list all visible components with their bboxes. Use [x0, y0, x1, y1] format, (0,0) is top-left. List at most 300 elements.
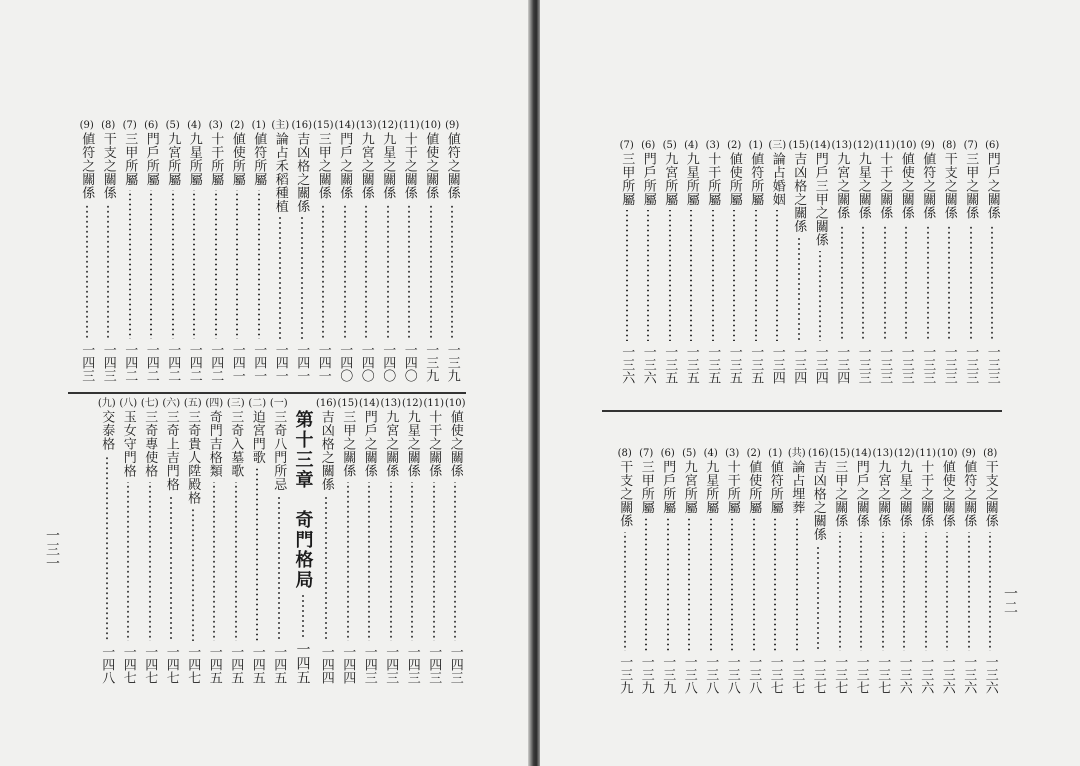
entry-page: 一三六 — [961, 655, 977, 694]
leader-dots — [325, 495, 327, 641]
entry-title: 値使所屬 — [726, 152, 742, 206]
toc-entry — [614, 448, 636, 694]
entry-number: (10) — [444, 398, 466, 409]
chapter-heading — [290, 398, 316, 684]
entry-number: (15) — [829, 448, 851, 459]
entry-number: (9) — [79, 120, 94, 131]
toc-entry — [765, 448, 787, 694]
toc-entry — [700, 448, 722, 694]
toc-entry — [445, 398, 467, 684]
toc-entry — [616, 140, 638, 384]
entry-title: 値使所屬 — [746, 460, 762, 514]
divider-rule — [68, 392, 466, 394]
entry-number: (11) — [874, 140, 896, 151]
entry-title: 十干之關係 — [426, 410, 442, 478]
toc-entry — [270, 120, 292, 382]
toc-entry — [313, 120, 335, 382]
toc-entry — [851, 448, 873, 694]
leader-dots — [669, 210, 671, 341]
entry-title: 九宮之關係 — [383, 410, 399, 478]
toc-entry — [204, 398, 226, 684]
entry-title: 値符所屬 — [748, 152, 764, 206]
entry-page: 一四三 — [361, 645, 377, 684]
toc-entry — [227, 120, 249, 382]
entry-number: (13) — [872, 448, 894, 459]
entry-page: 一三三 — [855, 345, 871, 384]
toc-entry — [119, 120, 141, 382]
leader-dots — [710, 518, 712, 651]
leader-dots — [129, 190, 131, 339]
entry-number: (4) — [684, 140, 699, 151]
entry-title: 九星所屬 — [703, 460, 719, 514]
entry-title: 九宮之關係 — [834, 152, 850, 220]
entry-number: (3) — [725, 448, 740, 459]
leader-dots — [968, 532, 970, 652]
right-page — [540, 0, 1080, 766]
entry-number: (七) — [140, 398, 159, 409]
entry-number: (8) — [101, 120, 116, 131]
entry-title: 三奇貴人陞殿格 — [185, 410, 201, 505]
toc-entry — [638, 140, 660, 384]
leader-dots — [991, 224, 993, 342]
entry-number: (15) — [788, 140, 810, 151]
leader-dots — [365, 204, 367, 340]
toc-entry — [980, 448, 1002, 694]
entry-number: (五) — [183, 398, 202, 409]
toc-entry — [139, 398, 161, 684]
toc-entry — [96, 398, 118, 684]
entry-title: 迫宮門歌 — [249, 410, 265, 464]
leader-dots — [192, 509, 194, 642]
entry-page: 一三四 — [791, 345, 807, 384]
leader-dots — [688, 518, 690, 651]
entry-title: 九星之關係 — [896, 460, 912, 528]
entry-title: 十干之關係 — [401, 132, 417, 200]
toc-entry — [724, 140, 746, 384]
entry-title: 吉凶格之關係 — [318, 410, 334, 491]
leader-dots — [903, 532, 905, 652]
leader-dots — [172, 190, 174, 339]
leader-dots — [755, 210, 757, 341]
entry-number: (9) — [920, 140, 935, 151]
entry-title: 九星所屬 — [186, 132, 202, 186]
toc-entry — [161, 398, 183, 684]
leader-dots — [411, 482, 413, 642]
entry-title: 門戶所屬 — [660, 460, 676, 514]
toc-entry — [76, 120, 98, 382]
entry-page: 一四〇 — [337, 343, 353, 382]
toc-entry — [917, 140, 939, 384]
entry-number: (6) — [144, 120, 159, 131]
toc-entry — [247, 398, 269, 684]
entry-title: 三奇上吉門格 — [163, 410, 179, 491]
entry-page: 一四一 — [251, 343, 267, 382]
entry-page: 一四五 — [294, 642, 311, 684]
toc-entry — [359, 398, 381, 684]
entry-title: 値符之關係 — [444, 132, 460, 200]
entry-title: 九星之關係 — [404, 410, 420, 478]
toc-entry — [399, 120, 421, 382]
entry-number: (6) — [641, 140, 656, 151]
toc-block-right-top — [610, 140, 1003, 384]
entry-page: 一四一 — [294, 343, 310, 382]
toc-entry — [334, 120, 356, 382]
entry-number: (13) — [380, 398, 402, 409]
toc-entry — [722, 448, 744, 694]
leader-dots — [667, 518, 669, 651]
entry-number: (四) — [205, 398, 224, 409]
toc-entry — [915, 448, 937, 694]
toc-entry — [743, 448, 765, 694]
toc-entry — [657, 448, 679, 694]
leader-dots — [433, 482, 435, 642]
leader-dots — [731, 518, 733, 651]
leader-dots — [344, 204, 346, 340]
entry-title: 吉凶格之關係 — [810, 460, 826, 541]
entry-page: 一四一 — [315, 343, 331, 382]
toc-entry — [184, 120, 206, 382]
entry-number: (7) — [619, 140, 634, 151]
toc-block-left-top — [68, 120, 463, 382]
entry-number: (8) — [942, 140, 957, 151]
entry-page: 一四一 — [229, 343, 245, 382]
entry-title: 三甲所屬 — [638, 460, 654, 514]
entry-title: 十干所屬 — [705, 152, 721, 206]
entry-number: (9) — [961, 448, 976, 459]
entry-page: 一四七 — [163, 645, 179, 684]
toc-entry — [377, 120, 399, 382]
toc-entry — [810, 140, 832, 384]
entry-number: (15) — [312, 120, 334, 131]
entry-page: 一四二 — [122, 343, 138, 382]
leader-dots — [776, 210, 778, 341]
toc-entry — [896, 140, 918, 384]
entry-title: 三甲所屬 — [122, 132, 138, 186]
entry-title: 値使之關係 — [423, 132, 439, 200]
entry-page: 一三三 — [920, 345, 936, 384]
leader-dots — [647, 210, 649, 341]
entry-title: 値使之關係 — [447, 410, 463, 478]
entry-page: 一三九 — [617, 655, 633, 694]
entry-page: 一四五 — [206, 645, 222, 684]
entry-title: 三甲之關係 — [340, 410, 356, 478]
toc-entry — [788, 140, 810, 384]
leader-dots — [839, 532, 841, 652]
entry-page: 一三四 — [834, 345, 850, 384]
toc-entry — [423, 398, 445, 684]
leader-dots — [193, 190, 195, 339]
entry-page: 一四三 — [79, 343, 95, 382]
leader-dots — [819, 251, 821, 342]
entry-title: 三甲之關係 — [963, 152, 979, 220]
toc-entry — [939, 140, 961, 384]
leader-dots — [279, 217, 281, 339]
toc-entry — [402, 398, 424, 684]
entry-title: 論占埋葬 — [789, 460, 805, 514]
leader-dots — [322, 204, 324, 340]
entry-number: (六) — [162, 398, 181, 409]
toc-entry — [141, 120, 163, 382]
toc-entry — [380, 398, 402, 684]
entry-title: 門戶三甲之關係 — [812, 152, 828, 247]
entry-title: 九星所屬 — [683, 152, 699, 206]
entry-page: 一三三 — [984, 345, 1000, 384]
leader-dots — [368, 482, 370, 642]
entry-number: (14) — [850, 448, 872, 459]
toc-entry — [767, 140, 789, 384]
leader-dots — [733, 210, 735, 341]
entry-title: 奇門吉格類 — [206, 410, 222, 478]
entry-number: (10) — [420, 120, 442, 131]
entry-title: 値符之關係 — [79, 132, 95, 200]
entry-title: 値符所屬 — [767, 460, 783, 514]
entry-number: (4) — [703, 448, 718, 459]
leader-dots — [970, 224, 972, 342]
toc-entry — [937, 448, 959, 694]
entry-title: 十干所屬 — [724, 460, 740, 514]
toc-entry — [982, 140, 1004, 384]
entry-number: (6) — [660, 448, 675, 459]
entry-title: 門戶之關係 — [361, 410, 377, 478]
entry-title: 干支之關係 — [100, 132, 116, 200]
entry-page: 一四二 — [186, 343, 202, 382]
entry-page: 一三六 — [939, 655, 955, 694]
entry-page: 一四四 — [340, 645, 356, 684]
entry-number: (7) — [122, 120, 137, 131]
leader-dots — [882, 532, 884, 652]
leader-dots — [390, 482, 392, 642]
entry-number: (9) — [445, 120, 460, 131]
leader-dots — [948, 224, 950, 342]
toc-entry — [874, 140, 896, 384]
leader-dots — [712, 210, 714, 341]
entry-number: (16) — [291, 120, 313, 131]
entry-page: 一三五 — [748, 345, 764, 384]
leader-dots — [451, 204, 453, 340]
leader-dots — [301, 217, 303, 339]
entry-number: (2) — [230, 120, 245, 131]
leader-dots — [107, 204, 109, 340]
entry-title: 三奇入墓歌 — [228, 410, 244, 478]
entry-page: 一三四 — [812, 345, 828, 384]
toc-entry — [808, 448, 830, 694]
entry-page: 一四二 — [165, 343, 181, 382]
leader-dots — [796, 518, 798, 651]
entry-number: (三) — [768, 140, 787, 151]
entry-title: 門戶之關係 — [984, 152, 1000, 220]
entry-number: (7) — [639, 448, 654, 459]
entry-page: 一四〇 — [380, 343, 396, 382]
entry-page: 一三七 — [832, 655, 848, 694]
entry-page: 一三五 — [662, 345, 678, 384]
leader-dots — [278, 495, 280, 641]
toc-block-left-bottom — [66, 398, 466, 684]
entry-number: (7) — [963, 140, 978, 151]
leader-dots — [106, 455, 108, 642]
leader-dots — [387, 204, 389, 340]
leader-dots — [258, 190, 260, 339]
leader-dots — [860, 532, 862, 652]
entry-number: (二) — [248, 398, 267, 409]
entry-page: 一三三 — [963, 345, 979, 384]
toc-entry — [853, 140, 875, 384]
entry-page: 一三七 — [767, 655, 783, 694]
entry-page: 一四八 — [99, 645, 115, 684]
entry-page: 一三八 — [746, 655, 762, 694]
entry-number: (13) — [355, 120, 377, 131]
leader-dots — [989, 532, 991, 652]
toc-entry — [679, 448, 701, 694]
entry-title: 門戶之關係 — [337, 132, 353, 200]
entry-number: (11) — [423, 398, 445, 409]
entry-page: 一三八 — [724, 655, 740, 694]
entry-title: 三奇八門所忌 — [271, 410, 287, 491]
entry-title: 十干所屬 — [208, 132, 224, 186]
leader-dots — [430, 204, 432, 340]
toc-entry — [894, 448, 916, 694]
entry-title: 三甲之關係 — [315, 132, 331, 200]
leader-dots — [256, 468, 258, 641]
leader-dots — [624, 532, 626, 652]
entry-title: 吉凶格之關係 — [791, 152, 807, 233]
entry-page: 一三六 — [640, 345, 656, 384]
leader-dots — [408, 204, 410, 340]
entry-page: 一三九 — [638, 655, 654, 694]
entry-number: (16) — [315, 398, 337, 409]
toc-entry — [248, 120, 270, 382]
entry-page: 一三六 — [619, 345, 635, 384]
entry-number: (1) — [768, 448, 783, 459]
entry-title: 吉凶格之關係 — [294, 132, 310, 213]
leader-dots — [150, 190, 152, 339]
toc-entry — [786, 448, 808, 694]
entry-title: 九宮之關係 — [875, 460, 891, 528]
entry-title: 三奇專使格 — [142, 410, 158, 478]
entry-page: 一三九 — [423, 343, 439, 382]
entry-page: 一三七 — [875, 655, 891, 694]
entry-number: (九) — [97, 398, 116, 409]
toc-entry — [681, 140, 703, 384]
entry-number: (11) — [915, 448, 937, 459]
entry-title: 値使所屬 — [229, 132, 245, 186]
toc-entry — [337, 398, 359, 684]
entry-title: 九宮之關係 — [358, 132, 374, 200]
entry-number: (12) — [401, 398, 423, 409]
entry-page: 一四二 — [143, 343, 159, 382]
leader-dots — [454, 482, 456, 642]
entry-number: (1) — [748, 140, 763, 151]
entry-page: 一三六 — [918, 655, 934, 694]
entry-title: 九宮所屬 — [165, 132, 181, 186]
entry-number: (13) — [831, 140, 853, 151]
entry-number: (8) — [617, 448, 632, 459]
entry-number: (12) — [893, 448, 915, 459]
entry-number: (11) — [398, 120, 420, 131]
entry-title: 干支之關係 — [617, 460, 633, 528]
toc-entry — [225, 398, 247, 684]
toc-entry — [702, 140, 724, 384]
toc-entry — [745, 140, 767, 384]
leader-dots — [170, 495, 172, 641]
entry-page: 一四三 — [404, 645, 420, 684]
entry-title: 九宮所屬 — [662, 152, 678, 206]
entry-number: (5) — [682, 448, 697, 459]
entry-number: (16) — [807, 448, 829, 459]
entry-title: 玉女守門格 — [120, 410, 136, 478]
leader-dots — [347, 482, 349, 642]
toc-entry — [118, 398, 140, 684]
entry-title: 九星之關係 — [380, 132, 396, 200]
entry-title: 十干之關係 — [918, 460, 934, 528]
entry-number: (10) — [895, 140, 917, 151]
leader-dots — [925, 532, 927, 652]
toc-entry — [268, 398, 290, 684]
leader-dots — [753, 518, 755, 651]
entry-title: 値符之關係 — [961, 460, 977, 528]
entry-page: 一四五 — [228, 645, 244, 684]
entry-title: 交泰格 — [99, 410, 115, 451]
entry-number: (1) — [251, 120, 266, 131]
leader-dots — [302, 594, 304, 638]
entry-page: 一三五 — [705, 345, 721, 384]
entry-page: 一四七 — [185, 645, 201, 684]
toc-entry — [872, 448, 894, 694]
entry-title: 九星之關係 — [855, 152, 871, 220]
leader-dots — [884, 224, 886, 342]
toc-entry — [98, 120, 120, 382]
leader-dots — [626, 210, 628, 341]
entry-title: 干支之關係 — [941, 152, 957, 220]
left-page — [0, 0, 530, 766]
entry-title: 論占婚姻 — [769, 152, 785, 206]
entry-title: 論占禾稻種植 — [272, 132, 288, 213]
toc-entry — [291, 120, 313, 382]
entry-page: 一四五 — [271, 645, 287, 684]
entry-number: (6) — [985, 140, 1000, 151]
entry-page: 一三三 — [898, 345, 914, 384]
entry-title: 干支之關係 — [982, 460, 998, 528]
leader-dots — [927, 224, 929, 342]
leader-dots — [127, 482, 129, 642]
entry-number: (共) — [787, 448, 806, 459]
entry-number: (一) — [269, 398, 288, 409]
toc-entry — [205, 120, 227, 382]
entry-title: 門戶之關係 — [853, 460, 869, 528]
toc-entry — [659, 140, 681, 384]
entry-number: (12) — [852, 140, 874, 151]
entry-number: (三) — [226, 398, 245, 409]
entry-page: 一三七 — [810, 655, 826, 694]
entry-title: 値符所屬 — [251, 132, 267, 186]
leader-dots — [235, 482, 237, 642]
entry-number: (3) — [208, 120, 223, 131]
leader-dots — [86, 204, 88, 340]
toc-entry — [958, 448, 980, 694]
entry-page: 一三九 — [444, 343, 460, 382]
entry-page: 一三五 — [726, 345, 742, 384]
entry-title: 第十三章 奇門格局 — [292, 410, 314, 590]
entry-title: 値使之關係 — [898, 152, 914, 220]
entry-title: 九宮所屬 — [681, 460, 697, 514]
entry-number: (14) — [809, 140, 831, 151]
toc-entry — [356, 120, 378, 382]
entry-page: 一三三 — [877, 345, 893, 384]
entry-title: 三甲所屬 — [619, 152, 635, 206]
leader-dots — [149, 482, 151, 642]
toc-entry — [182, 398, 204, 684]
entry-page: 一四七 — [142, 645, 158, 684]
entry-title: 門戶所屬 — [640, 152, 656, 206]
